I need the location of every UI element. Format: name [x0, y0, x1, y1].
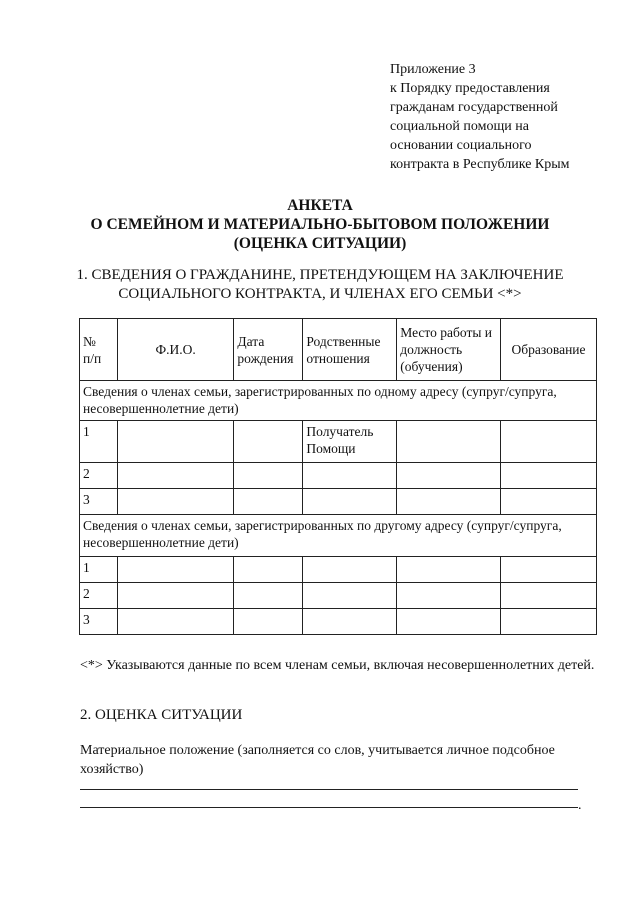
cell-birthdate[interactable] — [234, 557, 303, 583]
title-line: АНКЕТА — [287, 197, 353, 214]
title-line: (ОЦЕНКА СИТУАЦИИ) — [233, 235, 407, 252]
appendix-block — [390, 60, 630, 174]
cell-workplace[interactable] — [397, 463, 501, 489]
cell-name[interactable] — [117, 463, 234, 489]
line-end-period: . — [578, 798, 582, 813]
group2-label: Сведения о членах семьи, зарегистрированных по другому адресу (супруг/супруга, несовершеннолетние дети) — [80, 515, 597, 557]
cell-education[interactable] — [501, 583, 597, 609]
section1-line: СОЦИАЛЬНОГО КОНТРАКТА, И ЧЛЕНАХ ЕГО СЕМЬИ <*> — [118, 286, 522, 302]
cell-number: 2 — [80, 583, 118, 609]
appendix-line: основании социального — [390, 138, 532, 153]
table-row — [80, 583, 597, 609]
cell-name[interactable] — [117, 557, 234, 583]
section2-heading: 2. ОЦЕНКА СИТУАЦИИ — [80, 707, 243, 723]
cell-workplace[interactable] — [397, 557, 501, 583]
cell-relation[interactable] — [303, 609, 397, 635]
title-line: О СЕМЕЙНОМ И МАТЕРИАЛЬНО-БЫТОВОМ ПОЛОЖЕНИИ — [90, 216, 550, 233]
section1-heading — [60, 266, 580, 304]
cell-birthdate[interactable] — [234, 463, 303, 489]
cell-name[interactable] — [117, 489, 234, 515]
cell-education[interactable] — [501, 463, 597, 489]
table-row — [80, 609, 597, 635]
header-number: № п/п — [80, 319, 118, 381]
cell-workplace[interactable] — [397, 609, 501, 635]
material-status-label: Материальное положение (заполняется со слов, учитывается личное подсобное хозяйство) — [80, 743, 555, 777]
table-row — [80, 421, 597, 463]
appendix-line: контракта в Республике Крым — [390, 157, 570, 172]
header-workplace: Место работы и должность (обучения) — [397, 319, 501, 381]
cell-relation[interactable] — [303, 463, 397, 489]
group-row — [80, 381, 597, 421]
family-table — [79, 318, 597, 635]
appendix-line: гражданам государственной — [390, 100, 558, 115]
fill-line[interactable] — [80, 789, 578, 790]
cell-education[interactable] — [501, 489, 597, 515]
header-education: Образование — [501, 319, 597, 381]
cell-birthdate[interactable] — [234, 609, 303, 635]
cell-number: 3 — [80, 489, 118, 515]
table-header-row — [80, 319, 597, 381]
cell-number: 1 — [80, 421, 118, 463]
group1-label: Сведения о членах семьи, зарегистрированных по одному адресу (супруг/супруга, несовершеннолетние дети) — [80, 381, 597, 421]
header-relation: Родственные отношения — [303, 319, 397, 381]
cell-relation[interactable] — [303, 583, 397, 609]
cell-relation[interactable] — [303, 557, 397, 583]
cell-number: 3 — [80, 609, 118, 635]
cell-name[interactable] — [117, 609, 234, 635]
header-birthdate: Дата рождения — [234, 319, 303, 381]
cell-workplace[interactable] — [397, 489, 501, 515]
appendix-line: социальной помощи на — [390, 119, 529, 134]
cell-number: 1 — [80, 557, 118, 583]
cell-birthdate[interactable] — [234, 421, 303, 463]
cell-education[interactable] — [501, 557, 597, 583]
cell-relation: Получатель Помощи — [303, 421, 397, 463]
group-row — [80, 515, 597, 557]
cell-birthdate[interactable] — [234, 489, 303, 515]
cell-workplace[interactable] — [397, 583, 501, 609]
table-row — [80, 489, 597, 515]
section1-line: 1. СВЕДЕНИЯ О ГРАЖДАНИНЕ, ПРЕТЕНДУЮЩЕМ НА ЗАКЛЮЧЕНИЕ — [76, 267, 564, 283]
cell-education[interactable] — [501, 421, 597, 463]
document-title — [40, 196, 600, 253]
footnote: <*> Указываются данные по всем членам семьи, включая несовершеннолетних детей. — [80, 658, 595, 673]
appendix-line: к Порядку предоставления — [390, 81, 550, 96]
fill-line[interactable] — [80, 807, 578, 808]
table-row — [80, 557, 597, 583]
cell-birthdate[interactable] — [234, 583, 303, 609]
table-row — [80, 463, 597, 489]
cell-education[interactable] — [501, 609, 597, 635]
cell-number: 2 — [80, 463, 118, 489]
header-name: Ф.И.О. — [117, 319, 234, 381]
cell-name[interactable] — [117, 421, 234, 463]
cell-relation[interactable] — [303, 489, 397, 515]
cell-name[interactable] — [117, 583, 234, 609]
cell-workplace[interactable] — [397, 421, 501, 463]
appendix-line: Приложение 3 — [390, 62, 476, 77]
